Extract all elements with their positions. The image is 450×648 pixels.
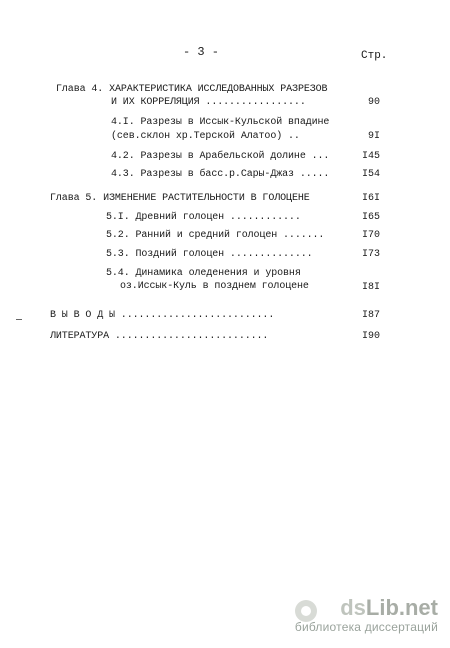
watermark-brand-a: ds <box>340 595 366 620</box>
margin-mark <box>16 319 22 320</box>
toc-section-5-1: 5.I. Древний голоцен ............ <box>106 212 301 223</box>
toc-section-4-1-cont: (сев.склон хр.Терской Алатоо) .. <box>111 131 300 142</box>
toc-chapter4-page: 90 <box>367 97 380 108</box>
toc-conclusions: В Ы В О Д Ы .......................... <box>50 310 275 321</box>
toc-section-5-4-cont: оз.Иссык-Куль в позднем голоцене <box>120 281 309 292</box>
toc-chapter5-page: I6I <box>361 193 380 204</box>
toc-chapter4-title: Глава 4. ХАРАКТЕРИСТИКА ИССЛЕДОВАННЫХ РАЗРЕЗОВ <box>56 84 328 95</box>
toc-section-4-1-page: 9I <box>367 131 380 142</box>
watermark-brand-b: Lib.net <box>365 595 438 620</box>
watermark <box>295 596 438 634</box>
toc-literature-page: I90 <box>361 331 380 342</box>
toc-section-4-3: 4.3. Разрезы в басс.р.Сары-Джаз ..... <box>111 169 330 180</box>
toc-literature: ЛИТЕРАТУРА .......................... <box>50 331 269 342</box>
toc-chapter4-title-cont: И ИХ КОРРЕЛЯЦИЯ ................. <box>111 97 306 108</box>
watermark-subtitle: библиотека диссертаций <box>294 620 438 634</box>
toc-section-4-3-page: I54 <box>361 169 380 180</box>
watermark-brand <box>295 596 438 620</box>
toc-chapter5-title: Глава 5. ИЗМЕНЕНИЕ РАСТИТЕЛЬНОСТИ В ГОЛОЦЕНЕ <box>50 193 310 204</box>
page-number: - 3 - <box>183 45 220 59</box>
toc-section-5-2: 5.2. Ранний и средний голоцен ....... <box>106 230 325 241</box>
toc-section-4-2-page: I45 <box>361 151 380 162</box>
toc-section-5-4: 5.4. Динамика оледенения и уровня <box>106 268 301 279</box>
toc-section-5-1-page: I65 <box>361 212 380 223</box>
toc-section-4-1: 4.I. Разрезы в Иссык-Кульской впадине <box>111 117 330 128</box>
page-column-label: Стр. <box>361 50 388 62</box>
toc-section-4-2: 4.2. Разрезы в Арабельской долине ... <box>111 151 330 162</box>
toc-conclusions-page: I87 <box>361 310 380 321</box>
toc-section-5-2-page: I70 <box>361 230 380 241</box>
toc-section-5-4-page: I8I <box>361 282 380 293</box>
toc-section-5-3: 5.3. Поздний голоцен .............. <box>106 249 313 260</box>
toc-section-5-3-page: I73 <box>361 249 380 260</box>
